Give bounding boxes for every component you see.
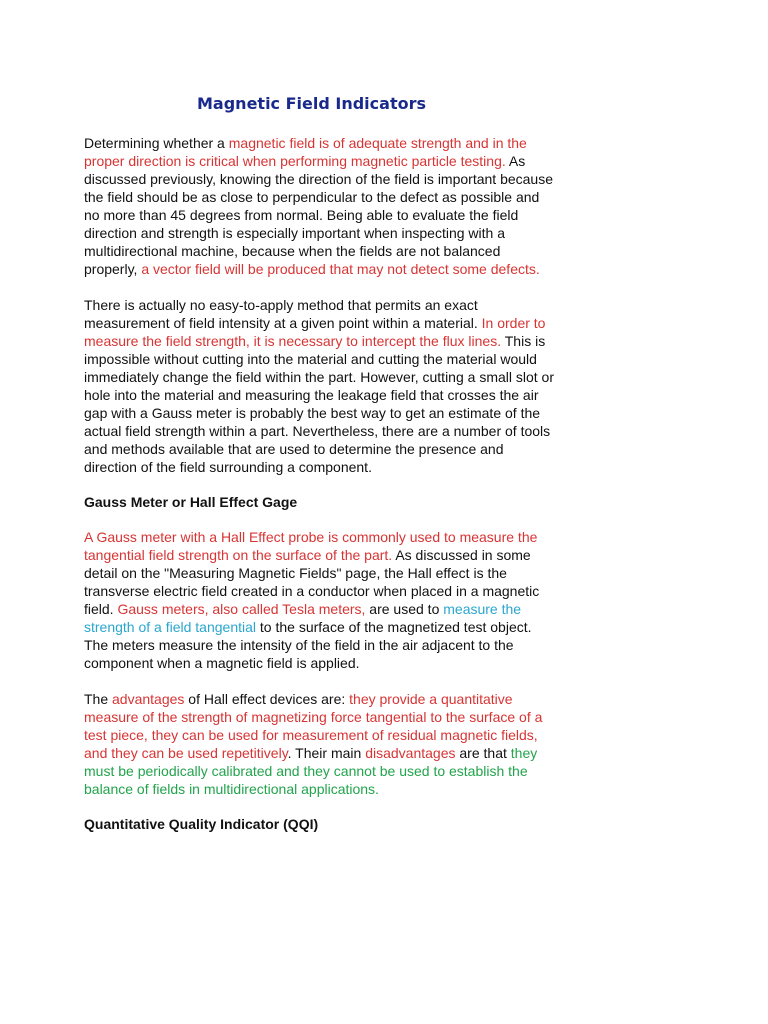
text-span: Determining whether a	[84, 135, 229, 151]
document-page	[84, 94, 554, 850]
highlighted-text-span: Gauss meters, also called Tesla meters,	[117, 601, 366, 617]
text-span: are used to	[365, 601, 444, 617]
highlighted-text-span: they must be periodically calibrated and they cannot be used to establish the balance of fields in multidirectional applications.	[84, 745, 538, 797]
page-title: Magnetic Field Indicators	[197, 94, 426, 113]
highlighted-text-span: a vector field will be produced that may not detect some defects.	[141, 261, 540, 277]
text-span: of Hall effect devices are:	[184, 691, 350, 707]
highlighted-text-span: magnetic field is of adequate strength and in the proper direction is critical when performing magnetic particle testing.	[84, 135, 527, 169]
section-heading-gauss-meter: Gauss Meter or Hall Effect Gage	[84, 494, 298, 510]
highlighted-text-span: advantages	[112, 691, 185, 707]
paragraph-gauss-meter	[84, 528, 554, 672]
text-span: As discussed in some detail on the "Measuring Magnetic Fields" page, the Hall effect is the transverse electric field created in a conductor when placed in a magnetic field.	[84, 547, 540, 617]
paragraph-measurement	[84, 296, 554, 476]
section-heading-qqi: Quantitative Quality Indicator (QQI)	[84, 816, 319, 832]
text-span: There is actually no easy-to-apply method that permits an exact measurement of field intensity at a given point within a material.	[84, 297, 482, 331]
highlighted-text-span: measure the strength of a field tangential	[84, 601, 522, 635]
text-span: This is impossible without cutting into the material and cutting the material would immediately change the field within the part. However, cutting a small slot or hole into the material and measuring the leakage field that crosses the air gap with a Gauss meter is probably the best way to get an estimate of the actual field strength within a part. Nevertheless, there are a number of tools and methods available that are used to determine the presence and direction of the field surrounding a component.	[84, 333, 555, 475]
text-span: As discussed previously, knowing the direction of the field is important because the field should be as close to perpendicular to the defect as possible and no more than 45 degrees from normal. Being able to evaluate the field direction and strength is especially important when inspecting with a multidirectional machine, because when the fields are not balanced properly,	[84, 153, 553, 277]
highlighted-text-span: In order to measure the field strength, it is necessary to intercept the flux lines.	[84, 315, 546, 349]
highlighted-text-span: they provide a quantitative measure of the strength of magnetizing force tangential to the surface of a test piece, they can be used for measurement of residual magnetic fields, and they can be used repetitively	[84, 691, 543, 761]
highlighted-text-span: disadvantages	[365, 745, 456, 761]
highlighted-text-span: A Gauss meter with a Hall Effect probe is commonly used to measure the tangential field strength on the surface of the part.	[84, 529, 538, 563]
paragraph-field-strength	[84, 134, 554, 278]
text-span: The	[84, 691, 113, 707]
paragraph-advantages	[84, 690, 554, 798]
text-span: are that	[455, 745, 511, 761]
text-span: to the surface of the magnetized test object. The meters measure the intensity of the field in the air adjacent to the component when a magnetic field is applied.	[84, 619, 532, 671]
text-span: . Their main	[287, 745, 366, 761]
